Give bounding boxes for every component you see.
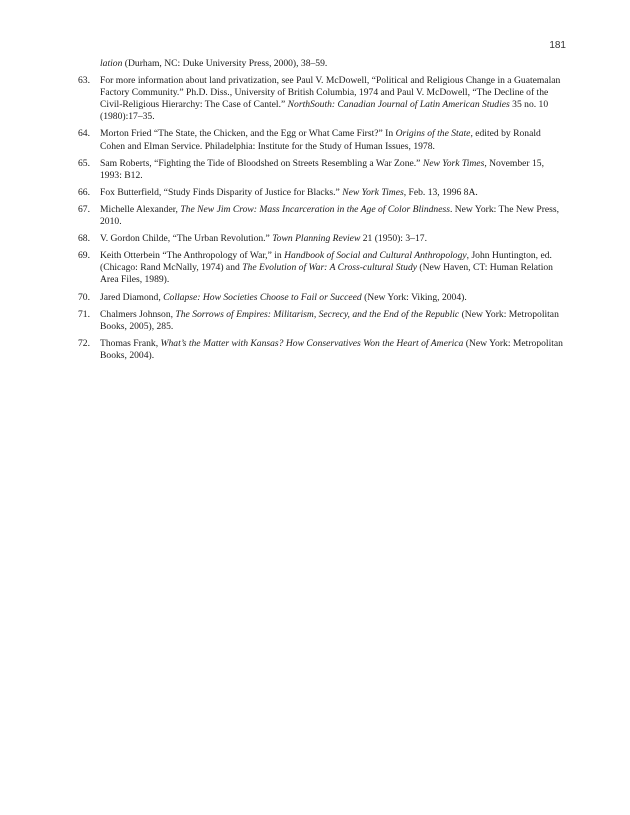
italic-title: What’s the Matter with Kansas? How Conservatives Won the Heart of America xyxy=(160,337,464,349)
note-number: 68. xyxy=(78,233,90,245)
note-body xyxy=(100,250,568,286)
endnote-70 xyxy=(78,292,568,304)
note-text: Chalmers Johnson, xyxy=(100,308,176,320)
italic-title: The Sorrows of Empires: Militarism, Secrecy, and the End of the Republic xyxy=(175,308,460,320)
note-text: 21 (1950): 3–17. xyxy=(360,233,427,245)
note-body xyxy=(100,128,568,152)
note-number: 69. xyxy=(78,250,90,262)
note-body xyxy=(100,187,568,199)
note-body xyxy=(100,309,568,333)
note-text: , John Huntington, ed. (Chicago: Rand McNally, 1974) and xyxy=(100,250,552,274)
note-text: Sam Roberts, “Fighting the Tide of Bloodshed on Streets Resembling a War Zone.” xyxy=(100,157,423,169)
endnote-63 xyxy=(78,75,568,123)
endnotes xyxy=(78,58,568,367)
endnote-68 xyxy=(78,233,568,245)
endnote-65 xyxy=(78,158,568,182)
note-text: Fox Butterfield, “Study Finds Disparity of Justice for Blacks.” xyxy=(100,186,343,198)
italic-title: lation xyxy=(100,58,123,69)
italic-title: New York Times xyxy=(342,186,404,198)
note-number: 67. xyxy=(78,203,90,215)
note-text: , Feb. 13, 1996 8A. xyxy=(403,186,478,198)
italic-title: Town Planning Review xyxy=(272,233,361,245)
page-number: 181 xyxy=(549,40,566,51)
note-text: , edited by Ronald Cohen and Elman Service. Philadelphia: Institute for the Study of Human Issues, 1978. xyxy=(100,128,541,152)
note-number: 65. xyxy=(78,157,90,169)
endnote-72 xyxy=(78,338,568,362)
italic-title: The Evolution of War: A Cross-cultural Study xyxy=(242,262,418,274)
italic-title: Collapse: How Societies Choose to Fail or Succeed xyxy=(163,291,362,303)
note-text: . New York: The New Press, 2010. xyxy=(100,203,560,228)
italic-title: NorthSouth: Canadian Journal of Latin American Studies xyxy=(287,99,510,111)
note-text: (Durham, NC: Duke University Press, 2000), 38–59. xyxy=(122,58,328,69)
note-text: Thomas Frank, xyxy=(100,337,161,349)
note-continuation xyxy=(78,58,568,70)
note-text: For more information about land privatization, see Paul V. McDowell, “Political and Religious Change in a Guatemalan Factory Community.” Ph.D. Diss., University of British Columbia, 1974 and Paul V. McDowell, “The Decline of the Civil-Religious Hierarchy: The Case of Cantel.” xyxy=(100,75,561,111)
note-body xyxy=(100,233,568,245)
note-body xyxy=(100,158,568,182)
endnote-66 xyxy=(78,187,568,199)
note-body xyxy=(100,204,568,228)
note-number: 72. xyxy=(78,337,90,349)
note-number: 70. xyxy=(78,291,90,303)
note-number: 66. xyxy=(78,186,90,198)
note-number: 64. xyxy=(78,128,90,140)
endnote-67 xyxy=(78,204,568,228)
italic-title: Origins of the State xyxy=(395,128,471,140)
note-text: V. Gordon Childe, “The Urban Revolution.” xyxy=(100,233,273,245)
note-text: , November 15, 1993: B12. xyxy=(100,157,544,181)
note-body xyxy=(100,292,568,304)
note-text: Keith Otterbein “The Anthropology of War,” in xyxy=(100,250,285,262)
note-body xyxy=(100,75,568,123)
italic-title: The New Jim Crow: Mass Incarceration in the Age of Color Blindness xyxy=(180,203,450,215)
note-text: (New York: Viking, 2004). xyxy=(361,291,467,303)
italic-title: New York Times xyxy=(422,157,485,169)
note-text: (New York: Metropolitan Books, 2004). xyxy=(100,337,563,361)
note-text: 35 no. 10 (1980):17–35. xyxy=(100,99,549,123)
note-body xyxy=(100,338,568,362)
endnote-69 xyxy=(78,250,568,286)
note-text: (New York: Metropolitan Books, 2005), 285. xyxy=(100,308,559,332)
note-number: 71. xyxy=(78,308,90,320)
note-text: Michelle Alexander, xyxy=(100,203,181,215)
endnote-71 xyxy=(78,309,568,333)
note-text: Morton Fried “The State, the Chicken, and the Egg or What Came First?” In xyxy=(100,128,396,140)
endnote-64 xyxy=(78,128,568,152)
note-number: 63. xyxy=(78,75,90,87)
note-text: (New Haven, CT: Human Relation Area Files, 1989). xyxy=(100,262,553,286)
italic-title: Handbook of Social and Cultural Anthropology xyxy=(284,250,467,262)
note-text: Jared Diamond, xyxy=(100,291,164,303)
